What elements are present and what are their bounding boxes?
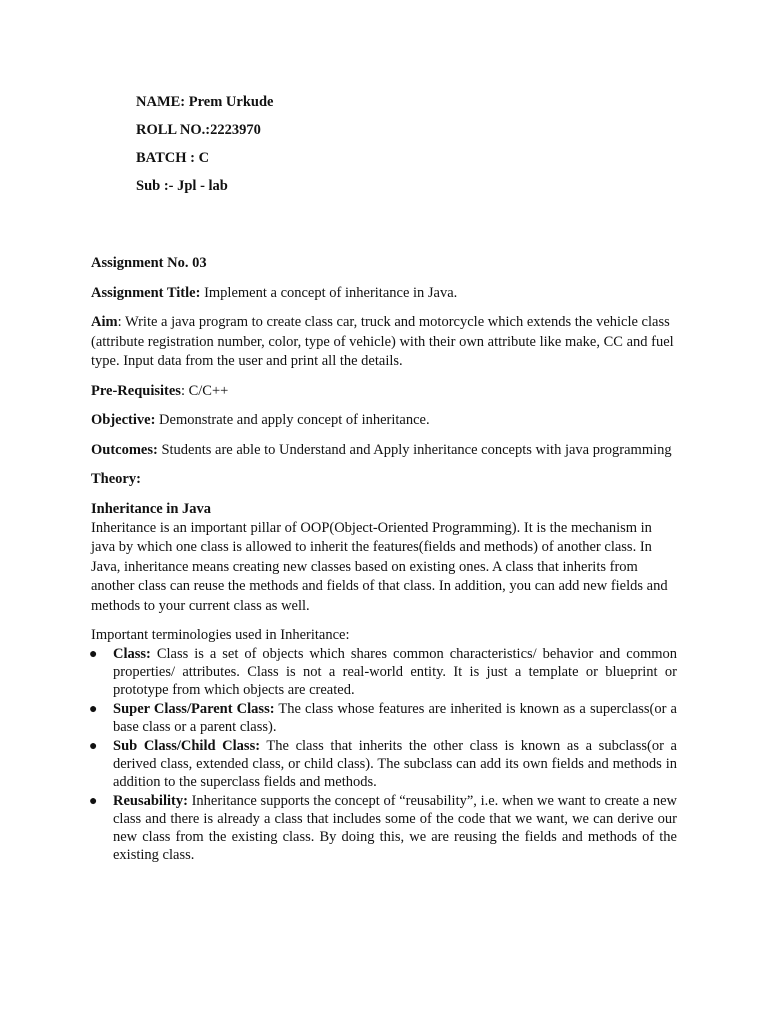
aim-value: : Write a java program to create class car, truck and motorcycle which extends the vehicle class (attribute registration number, color, type of vehicle) with their own attribute like make, CC and fuel type. Input data from the user and print all the details.	[91, 314, 674, 369]
term-description: Inheritance supports the concept of “reusability”, i.e. when we want to create a new class and there is already a class that includes some of the code that we want, we can derive our new class from the existing class. By doing this, we are reusing the fields and methods of the existing class.	[113, 793, 677, 863]
assignment-title	[91, 284, 677, 304]
bullet-icon: ●	[89, 647, 98, 662]
assignment-title-value: Implement a concept of inheritance in Java.	[200, 284, 458, 301]
term-description: The class that inherits the other class is known as a subclass(or a derived class, extended class, or child class). The subclass can add its own fields and methods in addition to the superclass fields and methods.	[113, 738, 677, 790]
outcomes-value: Students are able to Understand and Apply inheritance concepts with java programming	[157, 441, 672, 458]
pre-requisites	[91, 382, 677, 402]
prereq-label: Pre-Requisites	[91, 382, 181, 399]
assignment-number-text: Assignment No. 03	[91, 255, 207, 271]
assignment-number	[91, 254, 677, 274]
roll-number: ROLL NO.:2223970	[136, 122, 261, 138]
term-description: Class is a set of objects which shares common characteristics/ behavior and common properties/ attributes. Class is not a real-world entity. It is just a template or blueprint or prototype from which objects are created.	[113, 646, 677, 698]
term-name: Reusability:	[113, 793, 188, 809]
theory-label-text: Theory:	[91, 471, 141, 487]
bullet-icon: ●	[89, 794, 98, 809]
prereq-value: : C/C++	[180, 382, 229, 399]
list-item	[91, 700, 677, 736]
assignment-title-label: Assignment Title:	[91, 284, 201, 301]
outcomes-label: Outcomes:	[91, 441, 158, 458]
list-item	[91, 792, 677, 864]
term-description: The class whose features are inherited is known as a superclass(or a base class or a parent class).	[113, 701, 677, 735]
bullet-icon: ●	[89, 739, 98, 754]
objective-label: Objective:	[91, 412, 156, 428]
student-name: NAME: Prem Urkude	[136, 94, 274, 110]
theory-body: Inheritance is an important pillar of OOP(Object-Oriented Programming). It is the mechanism in java by which one class is allowed to inherit the features(fields and methods) of another class. In Java, inheritance means creating new classes based on existing ones. A class that inherits from another class can reuse the methods and fields of that class. In addition, you can add new fields and methods to your current class as well.	[91, 519, 668, 614]
terminology-intro: Important terminologies used in Inheritance:	[91, 627, 350, 643]
outcomes	[91, 441, 677, 461]
theory-label	[91, 470, 677, 490]
theory-heading: Inheritance in Java	[91, 500, 212, 517]
aim-label: Aim	[91, 314, 118, 330]
term-name: Super Class/Parent Class:	[113, 701, 275, 717]
term-name: Class:	[113, 646, 151, 662]
term-name: Sub Class/Child Class:	[113, 738, 261, 754]
assignment-body	[91, 254, 677, 865]
bullet-icon: ●	[89, 702, 98, 717]
subject: Sub :- Jpl - lab	[136, 178, 228, 194]
list-item	[91, 737, 677, 791]
objective-value: Demonstrate and apply concept of inheritance.	[155, 412, 430, 428]
aim	[91, 313, 677, 372]
objective	[91, 411, 677, 431]
batch: BATCH : C	[136, 150, 210, 166]
terminology-list	[91, 645, 677, 864]
list-item	[91, 645, 677, 699]
student-info-block	[136, 93, 636, 205]
